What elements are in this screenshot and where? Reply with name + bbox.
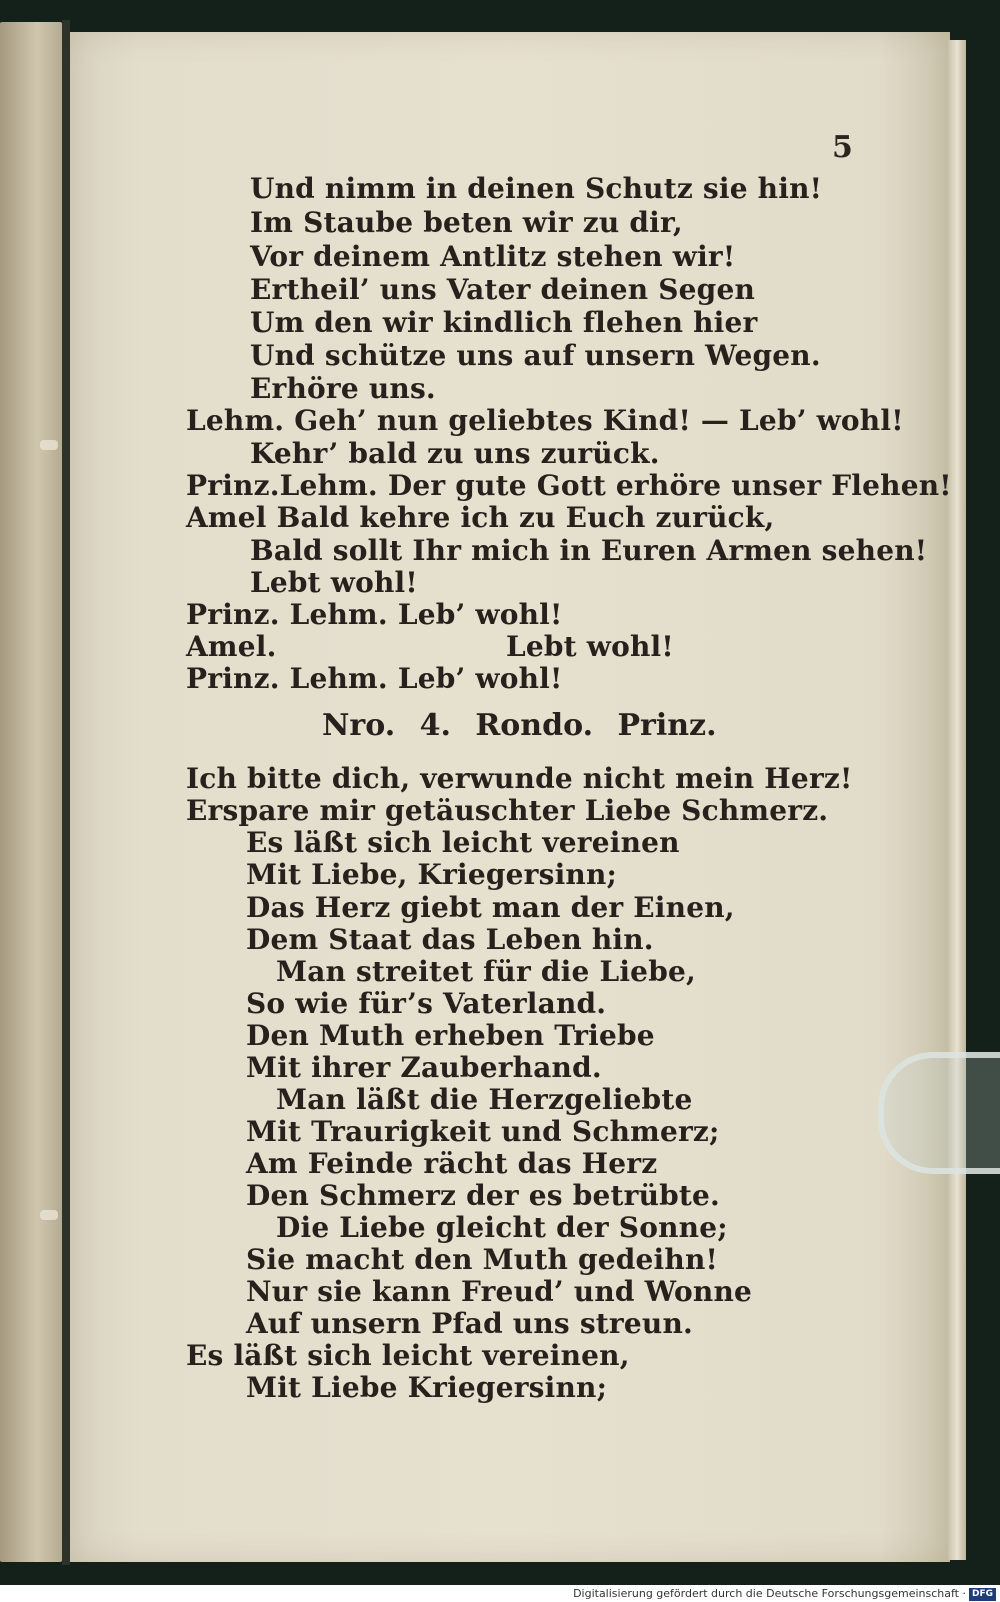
section-heading: Nro. 4. Rondo. Prinz. bbox=[322, 708, 717, 743]
verse-line: Die Liebe gleicht der Sonne; bbox=[276, 1211, 728, 1244]
verse-line: Erspare mir getäuschter Liebe Schmerz. bbox=[186, 794, 829, 827]
left-page-edge bbox=[0, 22, 62, 1562]
speaker-label: Prinz. Lehm. bbox=[186, 598, 388, 631]
verse-line: Auf unsern Pfad uns streun. bbox=[246, 1307, 693, 1340]
text-line: Im Staube beten wir zu dir, bbox=[250, 206, 683, 239]
verse-line: Mit ihrer Zauberhand. bbox=[246, 1051, 602, 1084]
verse-line: Mit Liebe, Kriegersinn; bbox=[246, 858, 618, 891]
verse-line: Mit Liebe Kriegersinn; bbox=[246, 1371, 608, 1404]
text-line: Vor deinem Antlitz stehen wir! bbox=[250, 240, 736, 273]
binding-thread bbox=[40, 1210, 58, 1220]
text-line: Amel Bald kehre ich zu Euch zurück, bbox=[186, 501, 775, 534]
text-line: Ertheil’ uns Vater deinen Segen bbox=[250, 273, 756, 306]
speaker-label: Prinz. Lehm. bbox=[186, 662, 388, 695]
verse-line: Es läßt sich leicht vereinen, bbox=[186, 1339, 630, 1372]
text-line: Prinz. Lehm. Leb’ wohl! bbox=[186, 598, 563, 631]
text-line: Um den wir kindlich flehen hier bbox=[250, 306, 758, 339]
verse-line: Man läßt die Herzgeliebte bbox=[276, 1083, 693, 1116]
speaker-label: Prinz.Lehm. bbox=[186, 469, 378, 502]
text-line: Und nimm in deinen Schutz sie hin! bbox=[250, 172, 823, 205]
text-line: Erhöre uns. bbox=[250, 372, 436, 405]
text-line: Bald sollt Ihr mich in Euren Armen sehen! bbox=[250, 534, 928, 567]
footer-text: Digitalisierung gefördert durch die Deutsche Forschungsgemeinschaft · bbox=[573, 1587, 966, 1600]
verse-line: Das Herz giebt man der Einen, bbox=[246, 891, 735, 924]
verse-line: So wie für’s Vaterland. bbox=[246, 987, 607, 1020]
plastic-clip bbox=[878, 1052, 1000, 1174]
text-line: Prinz. Lehm. Leb’ wohl! bbox=[186, 662, 563, 695]
text-line: Lebt wohl! bbox=[250, 566, 418, 599]
verse-line: Am Feinde rächt das Herz bbox=[246, 1147, 658, 1180]
text-line: Lehm. Geh’ nun geliebtes Kind! — Leb’ wohl! bbox=[186, 404, 904, 437]
speaker-label: Lehm. bbox=[186, 404, 285, 437]
binding-thread bbox=[40, 440, 58, 450]
verse-line: Den Schmerz der es betrübte. bbox=[246, 1179, 720, 1212]
text-line: Amel. Lebt wohl! bbox=[186, 630, 674, 663]
dfg-logo: DFG bbox=[969, 1588, 996, 1601]
book-gutter bbox=[62, 20, 70, 1565]
verse-line: Es läßt sich leicht vereinen bbox=[246, 826, 680, 859]
verse-line: Sie macht den Muth gedeihn! bbox=[246, 1243, 718, 1276]
verse-line: Nur sie kann Freud’ und Wonne bbox=[246, 1275, 753, 1308]
verse-line: Ich bitte dich, verwunde nicht mein Herz! bbox=[186, 762, 853, 795]
text-line: Und schütze uns auf unsern Wegen. bbox=[250, 339, 821, 372]
speaker-label: Amel. bbox=[186, 630, 277, 663]
verse-line: Man streitet für die Liebe, bbox=[276, 955, 696, 988]
speaker-label: Amel bbox=[186, 501, 267, 534]
text-line: Kehr’ bald zu uns zurück. bbox=[250, 437, 660, 470]
text-line: Prinz.Lehm. Der gute Gott erhöre unser Flehen! bbox=[186, 469, 952, 502]
footer-credit bbox=[0, 1585, 1000, 1602]
verse-line: Den Muth erheben Triebe bbox=[246, 1019, 655, 1052]
page-number: 5 bbox=[832, 130, 853, 165]
verse-line: Mit Traurigkeit und Schmerz; bbox=[246, 1115, 720, 1148]
verse-line: Dem Staat das Leben hin. bbox=[246, 923, 654, 956]
page-fore-edge bbox=[948, 40, 966, 1560]
